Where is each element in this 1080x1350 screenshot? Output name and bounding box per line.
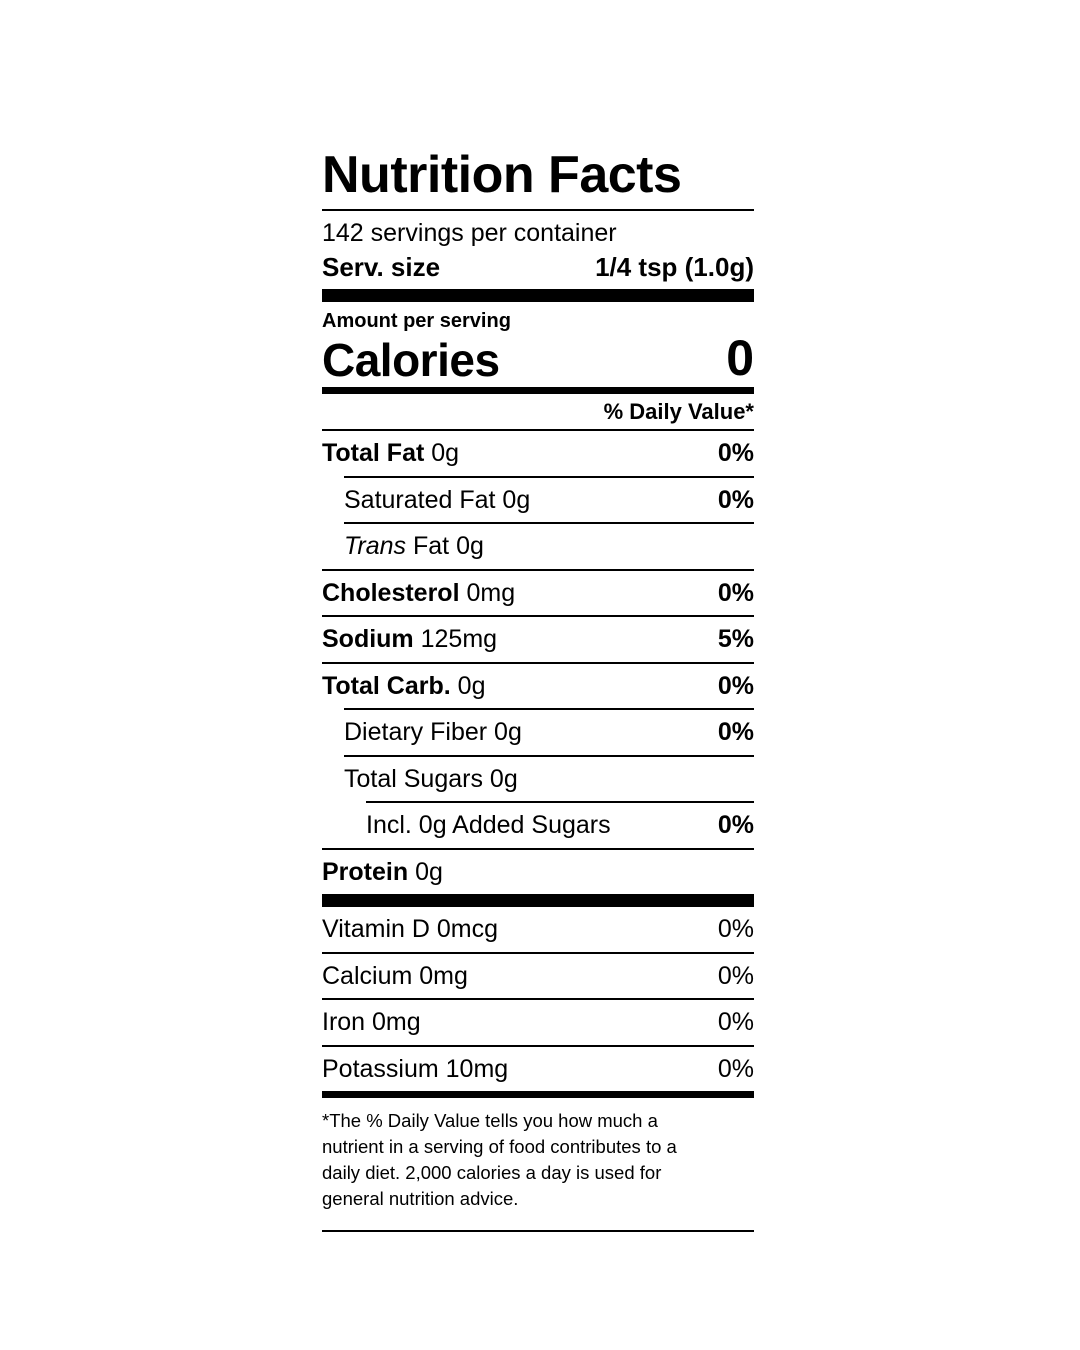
nutrient-name (344, 716, 522, 749)
divider-vitamins (322, 1091, 754, 1098)
vitamin-row (322, 1000, 754, 1045)
nutrient-amount: Fat 0g (406, 532, 484, 561)
nutrient-row (322, 524, 754, 569)
nutrient-row (322, 710, 754, 755)
divider-bottom (322, 1230, 754, 1232)
vitamin-list (322, 907, 754, 1091)
nutrient-amount: 0g (450, 671, 486, 700)
nutrient-name (344, 763, 518, 796)
calories-label: Calories (322, 334, 500, 387)
nutrient-row (322, 664, 754, 709)
nutrient-name-text: Total Fat (322, 439, 425, 468)
nutrient-row (322, 757, 754, 802)
nutrient-daily-value: 0% (717, 811, 754, 840)
nutrient-name-text: Trans (344, 532, 407, 561)
nutrient-name-text: Sodium (322, 625, 414, 654)
nutrient-name-text: Dietary Fiber (344, 718, 488, 747)
vitamin-daily-value: 0% (717, 961, 754, 990)
page-title: Nutrition Facts (322, 146, 682, 204)
divider-serving (322, 289, 754, 302)
nutrient-name (322, 623, 497, 656)
nutrient-name-text: Protein (322, 857, 409, 886)
vitamin-daily-value: 0% (717, 1054, 754, 1083)
nutrient-daily-value: 0% (717, 671, 754, 700)
nutrient-amount: 0g (495, 485, 531, 514)
nutrient-name (344, 484, 530, 517)
nutrient-name-text: Incl. 0g Added Sugars (366, 811, 611, 840)
nutrient-daily-value: 0% (717, 439, 754, 468)
vitamin-name: Iron 0mg (322, 1008, 421, 1037)
nutrient-daily-value: 0% (717, 578, 754, 607)
nutrient-amount: 0mg (459, 578, 516, 607)
vitamin-row (322, 907, 754, 952)
nutrient-name-text: Cholesterol (322, 578, 460, 607)
vitamin-daily-value: 0% (717, 915, 754, 944)
serving-size-row (322, 250, 754, 289)
nutrition-facts-label (322, 148, 754, 1232)
nutrient-row (322, 478, 754, 523)
vitamin-name: Calcium 0mg (322, 961, 468, 990)
nutrient-amount: 125mg (413, 625, 498, 654)
nutrient-row (322, 571, 754, 616)
serving-size-label: Serv. size (322, 252, 441, 283)
nutrient-name (322, 670, 485, 703)
vitamin-name: Potassium 10mg (322, 1054, 509, 1083)
divider-protein (322, 894, 754, 907)
serving-size-value: 1/4 tsp (1.0g) (595, 252, 754, 283)
nutrient-list (322, 431, 754, 894)
calories-row (322, 330, 754, 387)
nutrient-amount: 0g (482, 764, 518, 793)
nutrient-amount: 0g (487, 718, 522, 747)
nutrient-row (322, 617, 754, 662)
footnote: *The % Daily Value tells you how much a nutrient in a serving of food contributes to a daily diet. 2,000 calories a day is used for general nutrition advice. (322, 1110, 677, 1210)
nutrient-daily-value: 0% (717, 485, 754, 514)
vitamin-daily-value: 0% (717, 1008, 754, 1037)
nutrient-name-text: Total Sugars (344, 764, 483, 793)
nutrient-row (322, 431, 754, 476)
nutrient-row (322, 803, 754, 848)
vitamin-name: Vitamin D 0mcg (322, 915, 498, 944)
nutrient-row (322, 850, 754, 895)
nutrient-name (322, 577, 515, 610)
nutrient-daily-value: 0% (717, 718, 754, 747)
daily-value-header: % Daily Value* (603, 399, 754, 425)
calories-value: 0 (726, 330, 754, 387)
nutrient-name-text: Saturated Fat (344, 485, 496, 514)
vitamin-row (322, 1047, 754, 1092)
divider-calories (322, 387, 754, 394)
nutrient-name (366, 809, 611, 842)
nutrient-name-text: Total Carb. (322, 671, 451, 700)
nutrient-daily-value: 5% (717, 625, 754, 654)
nutrient-amount: 0g (408, 857, 443, 886)
amount-per-serving-label: Amount per serving (322, 310, 511, 333)
nutrient-name (322, 856, 443, 889)
vitamin-row (322, 954, 754, 999)
nutrient-name (322, 437, 459, 470)
nutrient-name (344, 530, 484, 563)
servings-per-container: 142 servings per container (322, 218, 617, 247)
nutrient-amount: 0g (424, 439, 460, 468)
